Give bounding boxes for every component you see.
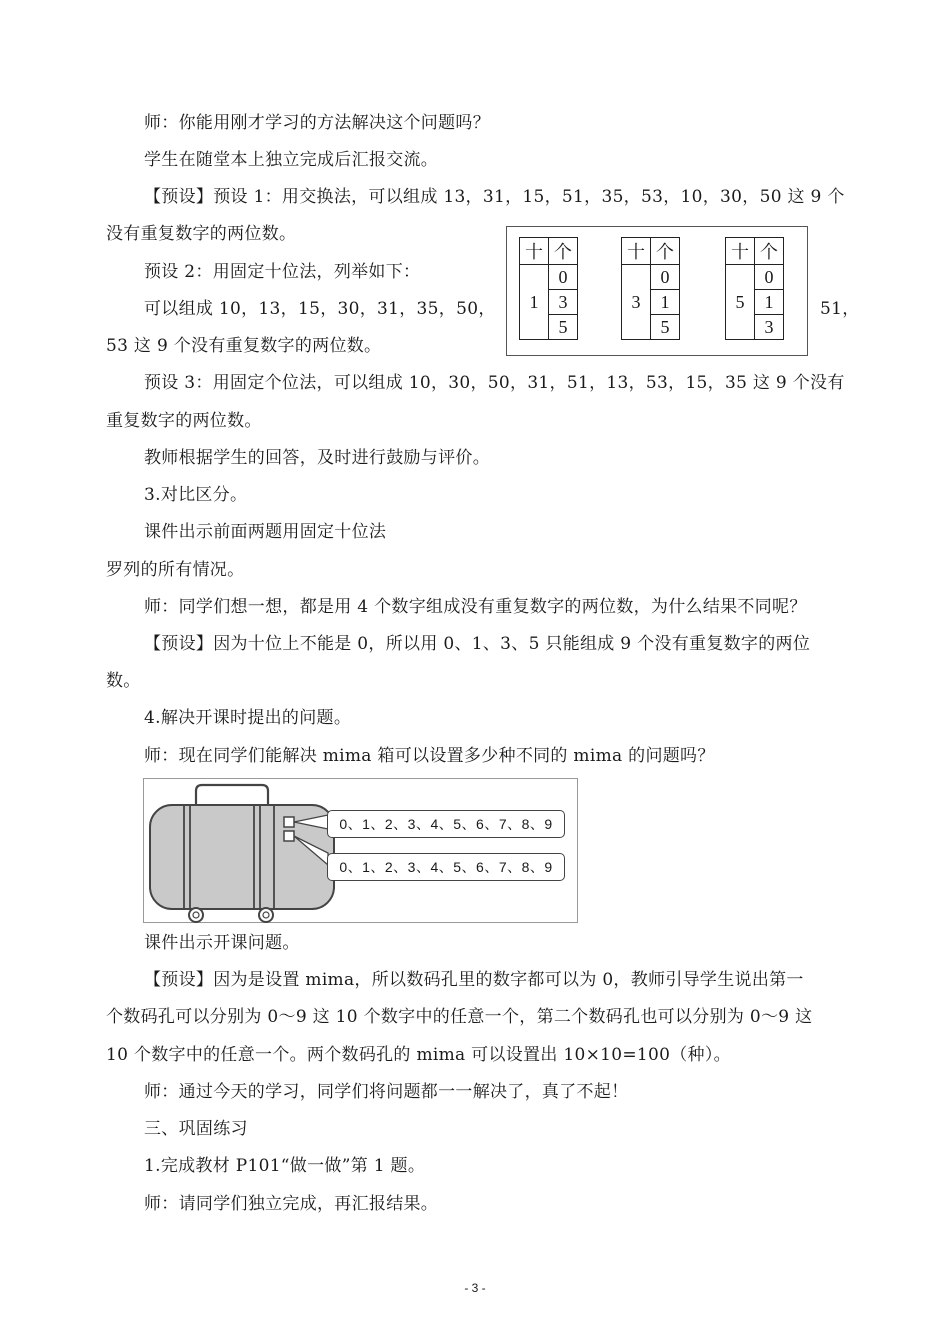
text-line: 可以组成 10，13，15，30，31，35，50， — [144, 299, 496, 319]
place-value-table — [725, 237, 784, 340]
text-line: 【预设】因为是设置 mima，所以数码孔里的数字都可以为 0，教师引导学生说出第一 — [144, 970, 804, 990]
tens-digit: 3 — [622, 265, 651, 340]
text-line: 课件出示前面两题用固定十位法 — [144, 522, 387, 542]
text-line: 预设 2：用固定十位法，列举如下： — [144, 262, 421, 282]
text-line: 学生在随堂本上独立完成后汇报交流。 — [144, 150, 439, 170]
ones-digit: 0 — [755, 265, 784, 290]
ones-digit: 5 — [651, 315, 680, 340]
ones-digit: 0 — [651, 265, 680, 290]
suitcase-figure — [143, 778, 578, 923]
text-line: 师：你能用刚才学习的方法解决这个问题吗？ — [144, 113, 490, 133]
text-line: 个数码孔可以分别为 0～9 这 10 个数字中的任意一个，第二个数码孔也可以分别为 0～9 这 — [106, 1007, 813, 1027]
text-line: 课件出示开课问题。 — [144, 933, 300, 953]
text-line: 罗列的所有情况。 — [106, 560, 245, 580]
suitcase-illustration — [144, 779, 579, 924]
tens-header: 十 — [520, 238, 549, 265]
text-line: 师：请同学们独立完成，再汇报结果。 — [144, 1194, 439, 1214]
text-line: 数。 — [106, 671, 141, 691]
text-line: 4.解决开课时提出的问题。 — [144, 708, 352, 728]
place-value-table — [519, 237, 578, 340]
tens-header: 十 — [622, 238, 651, 265]
dial-1-digits: 0、1、2、3、4、5、6、7、8、9 — [327, 810, 565, 838]
page-number: - 3 - — [464, 1281, 486, 1295]
ones-digit: 3 — [755, 315, 784, 340]
ones-digit: 5 — [549, 315, 578, 340]
text-line: 1.完成教材 P101“做一做”第 1 题。 — [144, 1156, 426, 1176]
text-line: 预设 3：用固定个位法，可以组成 10，30，50，31，51，13，53，15，35 这 9 个没有 — [144, 373, 845, 393]
ones-header: 个 — [549, 238, 578, 265]
ones-header: 个 — [755, 238, 784, 265]
text-line: 师：现在同学们能解决 mima 箱可以设置多少种不同的 mima 的问题吗？ — [144, 746, 715, 766]
place-value-table — [621, 237, 680, 340]
text-line: 教师根据学生的回答，及时进行鼓励与评价。 — [144, 448, 490, 468]
text-line: 53 这 9 个没有重复数字的两位数。 — [106, 336, 382, 356]
ones-digit: 1 — [651, 290, 680, 315]
ones-header: 个 — [651, 238, 680, 265]
text-line: 三、巩固练习 — [144, 1119, 248, 1139]
ones-digit: 1 — [755, 290, 784, 315]
text-line: 没有重复数字的两位数。 — [106, 224, 297, 244]
text-line: 师：通过今天的学习，同学们将问题都一一解决了，真了不起！ — [144, 1082, 629, 1102]
tens-header: 十 — [726, 238, 755, 265]
text-line: 【预设】预设 1：用交换法，可以组成 13，31，15，51，35，53，10，30，50 这 9 个 — [144, 187, 845, 207]
text-line: 师：同学们想一想，都是用 4 个数字组成没有重复数字的两位数，为什么结果不同呢？ — [144, 597, 807, 617]
ones-digit: 0 — [549, 265, 578, 290]
text-line: 51， — [820, 299, 860, 319]
text-line: 【预设】因为十位上不能是 0，所以用 0、1、3、5 只能组成 9 个没有重复数字的两位 — [144, 634, 811, 654]
dial-2-digits: 0、1、2、3、4、5、6、7、8、9 — [327, 853, 565, 881]
ones-digit: 3 — [549, 290, 578, 315]
text-line: 重复数字的两位数。 — [106, 411, 262, 431]
place-value-figure — [506, 226, 808, 356]
text-line: 10 个数字中的任意一个。两个数码孔的 mima 可以设置出 10×10=100（种）。 — [106, 1045, 731, 1065]
text-line: 3.对比区分。 — [144, 485, 248, 505]
tens-digit: 1 — [520, 265, 549, 340]
tens-digit: 5 — [726, 265, 755, 340]
